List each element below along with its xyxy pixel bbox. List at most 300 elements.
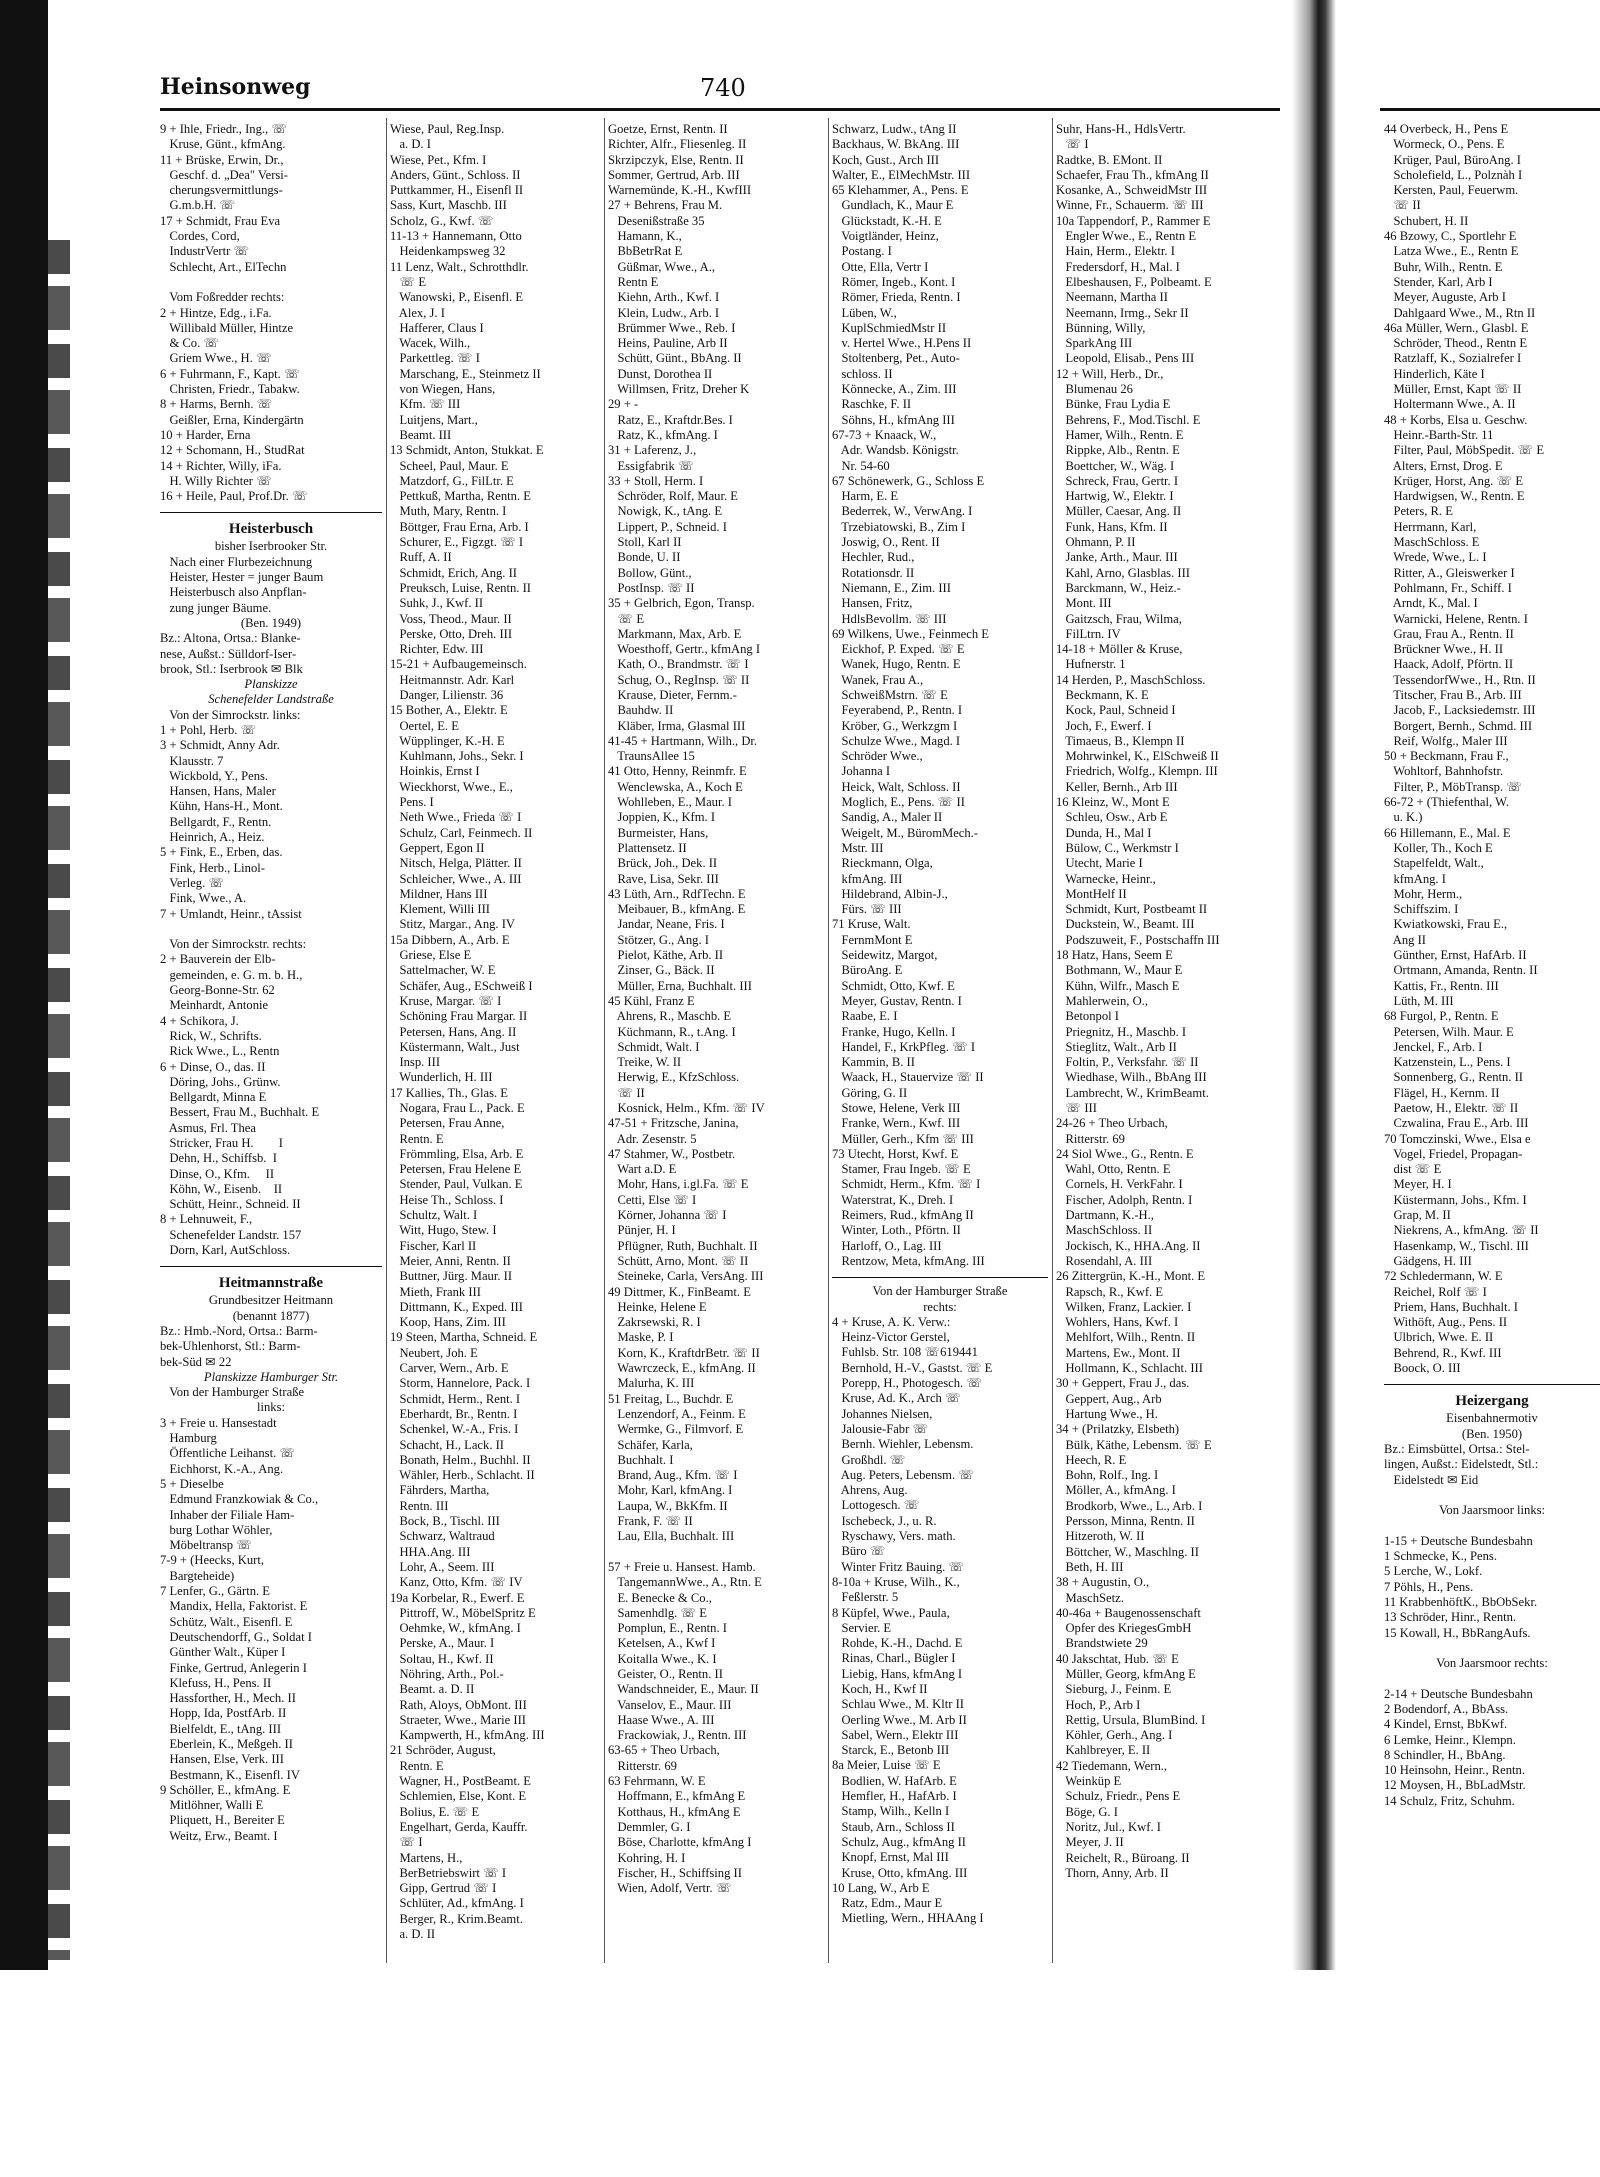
directory-entry: Hechler, Rud., (832, 550, 915, 565)
directory-entry: Porepp, H., Photogesch. ☏ (832, 1376, 983, 1391)
directory-entry: Persson, Minna, Rentn. II (1056, 1514, 1195, 1529)
directory-entry: Ulbrich, Wwe. E. II (1384, 1330, 1494, 1345)
directory-entry: Mohr, Herm., (1384, 886, 1463, 901)
directory-entry: Römer, Ingeb., Kont. I (832, 274, 956, 289)
directory-entry: Pünjer, H. I (608, 1223, 676, 1238)
directory-entry: 21 Schröder, August, (390, 1743, 496, 1758)
directory-entry: Demmler, G. I (608, 1819, 691, 1834)
directory-entry: Vogel, Friedel, Propagan- (1384, 1146, 1523, 1161)
directory-entry: Suhr, Hans-H., HdlsVertr. (1056, 122, 1186, 136)
directory-entry: Bülk, Käthe, Lebensm. ☏ E (1056, 1437, 1212, 1452)
directory-entry: 66-72 + (Thiefenthal, W. (1384, 795, 1509, 810)
directory-entry: 67-73 + Knaack, W., (832, 427, 937, 442)
directory-entry: 1-15 + Deutsche Bundesbahn (1384, 1533, 1533, 1548)
directory-entry: Stoltenberg, Pet., Auto- (832, 351, 960, 366)
directory-entry: nese, Außst.: Sülldorf-Iser- (160, 646, 297, 661)
directory-entry: Heins, Pauline, Arb II (608, 336, 728, 351)
directory-entry: Göring, G. II (832, 1085, 908, 1100)
directory-entry: Gundlach, K., Maur E (832, 198, 954, 213)
directory-entry: 8 Küpfel, Wwe., Paula, (832, 1605, 950, 1620)
column-divider (604, 118, 605, 1963)
directory-entry: Heick, Walt, Schloss. II (832, 779, 961, 794)
directory-entry: Schöning Frau Margar. II (390, 1009, 528, 1024)
directory-entry: Ritter, A., Gleiswerker I (1384, 565, 1515, 580)
directory-entry: Körner, Johanna ☏ I (608, 1208, 727, 1223)
directory-entry: 72 Schledermann, W. E (1384, 1269, 1503, 1284)
directory-entry: Schwarz, Ludw., tAng II (832, 122, 957, 136)
directory-entry: Danger, Lilienstr. 36 (390, 687, 504, 702)
directory-entry: ☏ III (1056, 1101, 1097, 1115)
directory-entry: Utecht, Marie I (1056, 856, 1143, 871)
directory-entry (1384, 1641, 1600, 1656)
directory-entry: Kath, O., Brandmstr. ☏ I (608, 657, 749, 672)
directory-entry: Dartmann, K.-H., (1056, 1208, 1154, 1223)
directory-entry: Hopp, Ida, PostfArb. II (160, 1706, 287, 1721)
directory-entry: Samenhdlg. ☏ E (608, 1605, 707, 1620)
directory-entry: Willmsen, Fritz, Dreher K (608, 382, 750, 397)
directory-entry: 14-18 + Möller & Kruse, (1056, 642, 1183, 657)
directory-entry: Kock, Paul, Schneid I (1056, 703, 1176, 718)
directory-entry: Meier, Anni, Rentn. II (390, 1253, 511, 1268)
directory-entry: 24 Siol Wwe., G., Rentn. E (1056, 1146, 1194, 1161)
directory-entry: Bielfeldt, E., tAng. III (160, 1721, 282, 1736)
directory-entry: 29 + - (608, 397, 639, 412)
directory-entry: Schütz, Walt., Eisenfl. E (160, 1614, 293, 1629)
directory-entry: Hardwigsen, W., Rentn. E (1384, 489, 1525, 504)
directory-entry: Schiffszim. I (1384, 902, 1459, 917)
directory-entry: Alex, J. I (390, 305, 445, 320)
directory-entry: Schultz, Walt. I (390, 1208, 478, 1223)
directory-entry: 6 + Dinse, O., das. II (160, 1059, 266, 1074)
directory-entry: 57 + Freie u. Hansest. Hamb. (608, 1559, 756, 1574)
directory-entry: Pohlmann, Fr., Schiff. I (1384, 580, 1512, 595)
directory-entry: Schlecht, Art., ElTechn (160, 259, 287, 274)
page-gutter (1292, 0, 1336, 1970)
directory-entry: Mitlöhner, Walli E (160, 1798, 264, 1813)
directory-entry: 2 + Bauverein der Elb- (160, 952, 276, 967)
directory-entry: Meyer, Gustav, Rentn. I (832, 993, 962, 1008)
directory-entry: Martens, H., (390, 1850, 463, 1865)
directory-entry: Rippke, Alb., Rentn. E (1056, 443, 1180, 458)
directory-entry: Preuksch, Luise, Rentn. II (390, 580, 531, 595)
header-rule (160, 108, 1280, 111)
scan-edge-artifact (48, 240, 70, 1960)
directory-entry: Meyer, H. I (1384, 1177, 1452, 1192)
directory-entry: Warnemünde, K.-H., KwfIII (608, 183, 752, 198)
directory-entry: lingen, Außst.: Eidelstedt, Stl.: (1384, 1457, 1539, 1472)
directory-entry: Büro ☏ (832, 1544, 886, 1559)
directory-entry: Stamer, Frau Ingeb. ☏ E (832, 1162, 971, 1177)
directory-entry: Weigelt, M., BüromMech.- (832, 825, 979, 840)
directory-entry: Nach einer Flurbezeichnung (160, 554, 313, 569)
directory-entry: 41-45 + Hartmann, Wilh., Dr. (608, 733, 758, 748)
directory-entry: Jandar, Neane, Fris. I (608, 917, 725, 932)
directory-entry: Neemann, Martha II (1056, 290, 1168, 305)
directory-entry: 14 + Richter, Willy, iFa. (160, 458, 282, 473)
directory-entry: Schaefer, Frau Th., kfmAng II (1056, 167, 1209, 182)
directory-entry: 66 Hillemann, E., Mal. E (1384, 825, 1511, 840)
directory-entry: Pens. I (390, 795, 434, 810)
directory-entry: Böse, Charlotte, kfmAng I (608, 1835, 752, 1850)
directory-entry: Aug. Peters, Lebensm. ☏ (832, 1467, 975, 1482)
directory-entry: Kuhlmann, Johs., Sekr. I (390, 749, 524, 764)
column-divider (1052, 118, 1053, 1963)
directory-entry: Parkettleg. ☏ I (390, 351, 480, 366)
directory-entry: Niekrens, A., kfmAng. ☏ II (1384, 1223, 1539, 1238)
directory-entry: Reimers, Rud., kfmAng II (832, 1208, 974, 1223)
directory-entry: Schreck, Frau, Gertr. I (1056, 473, 1179, 488)
directory-entry: Rinas, Charl., Bügler I (832, 1651, 956, 1666)
directory-entry: Reichelt, R., Büroang. II (1056, 1850, 1190, 1865)
directory-entry: Müller, Ernst, Kapt ☏ II (1384, 382, 1522, 397)
directory-entry: Verleg. ☏ (160, 875, 225, 890)
directory-entry: Trzebiatowski, B., Zim I (832, 519, 966, 534)
directory-entry: Krause, Dieter, Fernm.- (608, 687, 737, 702)
directory-entry: Straeter, Wwe., Marie III (390, 1712, 526, 1727)
directory-entry: Mont. III (1056, 596, 1112, 611)
section-rule (160, 1258, 382, 1267)
directory-entry: 14 Schulz, Fritz, Schuhm. (1384, 1793, 1515, 1808)
directory-entry: Stieglitz, Walt., Arb II (1056, 1039, 1177, 1054)
directory-entry: Schug, O., RegInsp. ☏ II (608, 672, 750, 687)
page-header (160, 70, 1280, 110)
directory-entry: Ritterstr. 69 (608, 1758, 677, 1773)
directory-entry: kfmAng. I (1384, 871, 1446, 886)
directory-column-3 (608, 122, 824, 1896)
directory-entry: Geppert, Aug., Arb (1056, 1391, 1162, 1406)
directory-entry: Kruse, Otto, kfmAng. III (832, 1865, 968, 1880)
directory-entry: Seidewitz, Margot, (832, 948, 938, 963)
directory-entry: Sommer, Gertrud, Arb. III (608, 167, 740, 182)
directory-entry: Schütt, Günt., BbAng. II (608, 351, 742, 366)
directory-entry: Malurha, K. III (608, 1376, 695, 1391)
directory-entry: Rohde, K.-H., Dachd. E (832, 1636, 963, 1651)
directory-entry: 50 + Beckmann, Frau F., (1384, 749, 1509, 764)
street-heading: Heisterbusch (228, 521, 314, 538)
directory-entry: BüroAng. E (832, 963, 903, 978)
directory-entry: 15a Dibbern, A., Arb. E (390, 932, 510, 947)
directory-entry: 42 Tiedemann, Wern., (1056, 1758, 1168, 1773)
directory-entry: Schütt, Heinr., Schneid. II (160, 1197, 301, 1212)
directory-entry: 1 Schmecke, K., Pens. (1384, 1549, 1497, 1564)
directory-entry: Bernh. Wiehler, Lebensm. (832, 1437, 974, 1452)
directory-entry: Brand, Aug., Kfm. ☏ I (608, 1468, 738, 1483)
directory-entry: Schulz, Carl, Feinmech. II (390, 825, 533, 840)
directory-entry: Alters, Ernst, Drog. E (1384, 458, 1503, 473)
street-note: Schenefelder Landstraße (208, 692, 334, 707)
directory-entry: Kosanke, A., SchweidMstr III (1056, 183, 1208, 198)
directory-entry: Böge, G. I (1056, 1804, 1118, 1819)
directory-entry: Hufnerstr. 1 (1056, 657, 1126, 672)
directory-entry: Sieburg, J., Feinm. E (1056, 1682, 1172, 1697)
directory-entry: v. Hertel Wwe., H.Pens II (832, 336, 972, 351)
directory-entry: Bock, B., Tischl. III (390, 1514, 500, 1529)
directory-entry: Weitz, Erw., Beamt. I (160, 1828, 278, 1843)
directory-entry: Kfm. ☏ III (390, 397, 461, 412)
directory-entry: Stoll, Karl II (608, 535, 682, 550)
directory-entry: Barckmann, W., Heiz.- (1056, 580, 1181, 595)
directory-entry: Mehlfort, Wilh., Rentn. II (1056, 1330, 1196, 1345)
directory-entry: Öffentliche Leihanst. ☏ (160, 1446, 296, 1461)
directory-entry: Heidenkampsweg 32 (390, 244, 506, 259)
directory-entry: Haack, Adolf, Pförtn. II (1384, 657, 1514, 672)
directory-entry: Meibauer, B., kfmAng. E (608, 902, 746, 917)
directory-entry: Deutschendorff, G., Soldat I (160, 1629, 312, 1644)
directory-entry: dist ☏ E (1384, 1162, 1442, 1177)
directory-entry: Lambrecht, W., KrimBeamt. (1056, 1085, 1209, 1100)
directory-entry: Reichel, Rolf ☏ I (1384, 1284, 1487, 1299)
directory-entry (160, 922, 382, 937)
directory-entry: Stamp, Wilh., Kelln I (832, 1804, 950, 1819)
directory-entry: Haase Wwe., A. III (608, 1712, 715, 1727)
directory-entry: Nogara, Frau L., Pack. E (390, 1101, 525, 1115)
directory-entry: Kohring, H. I (608, 1850, 686, 1865)
directory-entry: 45 Kühl, Franz E (608, 993, 695, 1008)
directory-entry: Wohlers, Hans, Kwf. I (1056, 1315, 1179, 1330)
directory-entry: Scheel, Paul, Maur. E (390, 458, 509, 473)
directory-entry: 13 Schmidt, Anton, Stukkat. E (390, 443, 544, 458)
directory-entry: Lohr, A., Seem. III (390, 1559, 495, 1574)
directory-entry: ☏ I (390, 1835, 423, 1850)
directory-entry: Soltau, H., Kwf. II (390, 1651, 494, 1666)
directory-entry: Schulz, Friedr., Pens E (1056, 1789, 1181, 1804)
directory-entry: Klement, Willi III (390, 902, 490, 917)
directory-entry: Koop, Hans, Zim. III (390, 1315, 506, 1330)
directory-entry: ☏ II (1384, 198, 1421, 213)
directory-entry: Stender, Paul, Vulkan. E (390, 1177, 523, 1192)
directory-entry: 12 + Will, Herb., Dr., (1056, 366, 1164, 381)
directory-entry: Kruse, Günt., kfmAng. (160, 137, 286, 152)
scan-border-left (0, 0, 48, 1970)
directory-entry: Frackowiak, J., Rentn. III (608, 1728, 747, 1743)
directory-entry: Rentn E (608, 274, 659, 289)
directory-entry: Puttkammer, H., Eisenfl II (390, 183, 524, 198)
directory-entry: Eberhardt, Br., Rentn. I (390, 1406, 518, 1421)
directory-entry: Betonpol I (1056, 1009, 1119, 1024)
directory-entry: Servier. E (832, 1620, 892, 1635)
street-note: links: (257, 1400, 285, 1415)
directory-entry: Schröder Wwe., (832, 749, 923, 764)
directory-entry: 16 Kleinz, W., Mont E (1056, 795, 1170, 810)
street-note: (benannt 1877) (232, 1308, 310, 1323)
directory-entry: Leopold, Elisab., Pens III (1056, 351, 1195, 366)
directory-entry: ☏ I (1056, 137, 1089, 152)
directory-entry: 13 Schröder, Hinr., Rentn. (1384, 1610, 1517, 1625)
directory-entry: Grau, Frau A., Rentn. II (1384, 626, 1514, 641)
directory-entry: Feßlerstr. 5 (832, 1590, 899, 1605)
directory-entry: Dunst, Dorothea II (608, 366, 713, 381)
column-divider (386, 118, 387, 1963)
directory-entry: Kühn, Wilfr., Masch E (1056, 978, 1180, 993)
directory-entry: 7 + Umlandt, Heinr., tAssist (160, 906, 302, 921)
directory-entry: 4 Kindel, Ernst, BbKwf. (1384, 1717, 1508, 1732)
directory-entry: Frömmling, Elsa, Arb. E (390, 1146, 524, 1161)
directory-entry: Reif, Wolfg., Maler III (1384, 733, 1508, 748)
directory-entry: Buttner, Jürg. Maur. II (390, 1269, 513, 1284)
directory-entry: Söhns, H., kfmAng III (832, 412, 955, 427)
directory-entry: Harloff, O., Lag. III (832, 1238, 942, 1253)
directory-entry: Cetti, Else ☏ I (608, 1192, 697, 1207)
directory-entry: Feyerabend, P., Rentn. I (832, 703, 963, 718)
directory-entry: Hildebrand, Albin-J., (832, 886, 948, 901)
directory-entry: Bz.: Hmb.-Nord, Ortsa.: Barm- (160, 1323, 318, 1338)
directory-entry: PostInsp. ☏ II (608, 580, 695, 595)
directory-entry: Neemann, Irmg., Sekr II (1056, 305, 1189, 320)
street-note: (Ben. 1950) (1461, 1426, 1523, 1441)
directory-entry (1384, 1518, 1600, 1533)
directory-entry: 19 Steen, Martha, Schneid. E (390, 1330, 538, 1345)
section-rule (160, 504, 382, 513)
directory-entry: Titscher, Frau B., Arb. III (1384, 687, 1522, 702)
directory-entry: Fischer, Karl II (390, 1238, 477, 1253)
directory-entry: Günther Walt., Küper I (160, 1645, 286, 1660)
directory-entry: Carver, Wern., Arb. E (390, 1361, 509, 1376)
directory-entry: Holtermann Wwe., A. II (1384, 397, 1516, 412)
directory-entry: Zinser, G., Bäck. II (608, 963, 715, 978)
directory-entry: 34 + (Prilatzky, Elsbeth) (1056, 1422, 1180, 1437)
directory-entry: Fischer, H., Schiffsing II (608, 1865, 742, 1880)
directory-entry: Hollmann, K., Schlacht. III (1056, 1361, 1203, 1376)
directory-entry: Herrmann, Karl, (1384, 519, 1477, 534)
directory-entry: Fuhlsb. Str. 108 ☏619441 (832, 1345, 978, 1360)
street-note: bisher Iserbrooker Str. (214, 539, 328, 554)
street-note: Grundbesitzer Heitmann (208, 1293, 334, 1308)
directory-entry: Ischebeck, J., u. R. (832, 1513, 937, 1528)
street-note: Von der Hamburger Straße (872, 1284, 1008, 1299)
directory-entry: Bülow, C., Werkmstr I (1056, 840, 1179, 855)
directory-entry: Günther, Ernst, HafArb. II (1384, 948, 1527, 963)
directory-entry: Sabel, Wern., Elektr III (832, 1727, 959, 1742)
directory-entry: Schleu, Osw., Arb E (1056, 810, 1168, 825)
directory-entry: Lenzendorf, A., Feinm. E (608, 1406, 746, 1421)
directory-entry: Mildner, Hans III (390, 886, 488, 901)
directory-entry: Franke, Hugo, Kelln. I (832, 1024, 956, 1039)
directory-entry: Römer, Frieda, Rentn. I (832, 290, 961, 305)
running-head-street: Heinsonweg (160, 74, 311, 100)
directory-entry: 7 Pöhls, H., Pens. (1384, 1579, 1474, 1594)
next-page-header-rule (1380, 108, 1600, 111)
directory-entry: Heinz-Victor Gerstel, (832, 1330, 950, 1345)
directory-entry: 48 + Korbs, Elsa u. Geschw. (1384, 412, 1528, 427)
directory-entry: Glückstadt, K.-H. E (832, 213, 942, 228)
directory-entry: Wickbold, Y., Pens. (160, 768, 269, 783)
directory-entry: 4 + Schikora, J. (160, 1013, 239, 1028)
directory-entry: G.m.b.H. ☏ (160, 198, 236, 213)
directory-entry: Lau, Ella, Buchhalt. III (608, 1529, 735, 1544)
directory-entry: Ahrens, R., Maschb. E (608, 1009, 732, 1024)
directory-entry: Geppert, Egon II (390, 840, 485, 855)
directory-entry: 2 + Hintze, Edg., i.Fa. (160, 305, 272, 320)
directory-entry: Desenißstraße 35 (608, 213, 705, 228)
directory-entry: Boock, O. III (1384, 1361, 1461, 1376)
directory-entry: Finke, Gertrud, Anlegerin I (160, 1660, 307, 1675)
directory-entry: Hain, Herm., Elektr. I (1056, 244, 1175, 259)
directory-entry: cherungsvermittlungs- (160, 183, 283, 198)
directory-entry: Kammin, B. II (832, 1055, 915, 1070)
directory-entry: Wanek, Frau A., (832, 672, 924, 687)
directory-entry: Koch, Gust., Arch III (832, 152, 940, 167)
directory-entry: Wiese, Pet., Kfm. I (390, 152, 487, 167)
directory-entry: Scholz, G., Kwf. ☏ (390, 213, 494, 228)
directory-entry: 38 + Augustin, O., (1056, 1575, 1150, 1590)
street-note: Planskizze Hamburger Str. (203, 1369, 339, 1384)
directory-entry: kfmAng. III (832, 871, 903, 886)
directory-entry: Wohltorf, Bahnhofstr. (1384, 764, 1504, 779)
directory-entry: Lottogesch. ☏ (832, 1498, 920, 1513)
section-rule (832, 1269, 1048, 1278)
directory-entry: Wohlleben, E., Maur. I (608, 795, 732, 810)
directory-entry: Hoffmann, E., kfmAng E (608, 1789, 746, 1804)
directory-entry: Boettcher, W., Wäg. I (1056, 458, 1175, 473)
directory-entry: Jacob, F., Lacksiedemstr. III (1384, 703, 1536, 718)
directory-entry: Geißler, Erna, Kindergärtn (160, 412, 304, 427)
directory-entry: Köhn, W., Eisenb. II (160, 1181, 283, 1196)
directory-entry: Meinhardt, Antonie (160, 998, 269, 1013)
directory-entry: 26 Zittergrün, K.-H., Mont. E (1056, 1269, 1206, 1284)
directory-entry: Klefuss, H., Pens. II (160, 1675, 272, 1690)
directory-entry: Müller, Erna, Buchhalt. III (608, 978, 752, 993)
directory-entry: Podszuweit, F., Postschaffn III (1056, 932, 1220, 947)
directory-entry: Katzenstein, L., Pens. I (1384, 1055, 1511, 1070)
directory-entry: Bonde, U. II (608, 550, 681, 565)
directory-entry: Czwalina, Frau E., Arb. III (1384, 1116, 1529, 1131)
directory-entry: 69 Wilkens, Uwe., Feinmech E (832, 626, 990, 641)
directory-entry: Rick, W., Schrifts. (160, 1028, 262, 1043)
directory-entry: brook, Stl.: Iserbrook ✉ Blk (160, 661, 303, 676)
directory-entry: Schulz, Aug., kfmAng II (832, 1834, 966, 1849)
directory-entry: Griem Wwe., H. ☏ (160, 351, 272, 366)
directory-entry: Starck, E., Betonb III (832, 1743, 950, 1758)
directory-entry: Buchhalt. I (608, 1452, 674, 1467)
directory-entry: Oerling Wwe., M. Arb II (832, 1712, 967, 1727)
directory-entry: Nöhring, Arth., Pol.- (390, 1666, 504, 1681)
directory-entry: 51 Freitag, L., Buchdr. E (608, 1391, 734, 1406)
directory-entry: 19a Korbelar, R., Ewerf. E (390, 1590, 525, 1605)
directory-entry: 47 Stahmer, W., Postbetr. (608, 1146, 736, 1161)
directory-entry: Weinküp E (1056, 1774, 1122, 1789)
directory-entry: Perske, Otto, Dreh. III (390, 626, 513, 641)
directory-entry: Engelhart, Gerda, Kauffr. (390, 1819, 528, 1834)
directory-entry: Schlemien, Else, Kont. E (390, 1789, 527, 1804)
directory-entry: 63-65 + Theo Urbach, (608, 1743, 720, 1758)
directory-entry: Rettig, Ursula, BlumBind. I (1056, 1712, 1206, 1727)
directory-entry: Böttcher, W., Maschlng. II (1056, 1544, 1199, 1559)
directory-entry: Funk, Hans, Kfm. II (1056, 519, 1168, 534)
directory-entry: 3 + Schmidt, Anny Adr. (160, 738, 280, 753)
directory-entry: Jenckel, F., Arb. I (1384, 1039, 1483, 1054)
directory-entry: Heitmannstr. Adr. Karl (390, 672, 515, 687)
directory-entry: Marschang, E., Steinmetz II (390, 366, 541, 381)
directory-entry: Möbeltransp ☏ (160, 1538, 252, 1553)
directory-entry: Kahl, Arno, Glasblas. III (1056, 565, 1190, 580)
directory-entry: Eberlein, K., Meßgeh. II (160, 1736, 293, 1751)
directory-entry: Kersten, Paul, Feuerwm. (1384, 183, 1519, 198)
directory-entry: Anders, Günt., Schloss. II (390, 167, 521, 182)
directory-entry: Thorn, Anny, Arb. II (1056, 1865, 1169, 1880)
directory-entry: Filter, Paul, MöbSpedit. ☏ E (1384, 443, 1545, 458)
directory-entry: 67 Schönewerk, G., Schloss E (832, 473, 985, 488)
directory-entry: Nowigk, K., tAng. E (608, 504, 723, 519)
directory-entry: Gipp, Gertrud ☏ I (390, 1881, 497, 1896)
directory-entry: 4 + Kruse, A. K. Verw.: (832, 1314, 951, 1329)
directory-entry: 46a Müller, Wern., Glasbl. E (1384, 320, 1529, 335)
directory-entry: Schütt, Arno, Mont. ☏ II (608, 1253, 749, 1268)
directory-entry: Wiedhase, Wilh., BbAng III (1056, 1070, 1207, 1085)
directory-entry: Wanek, Hugo, Rentn. E (832, 657, 961, 672)
directory-column-next-page (1384, 122, 1600, 1809)
directory-entry: HHA.Ang. III (390, 1544, 471, 1559)
directory-entry: 3 + Freie u. Hansestadt (160, 1415, 277, 1430)
